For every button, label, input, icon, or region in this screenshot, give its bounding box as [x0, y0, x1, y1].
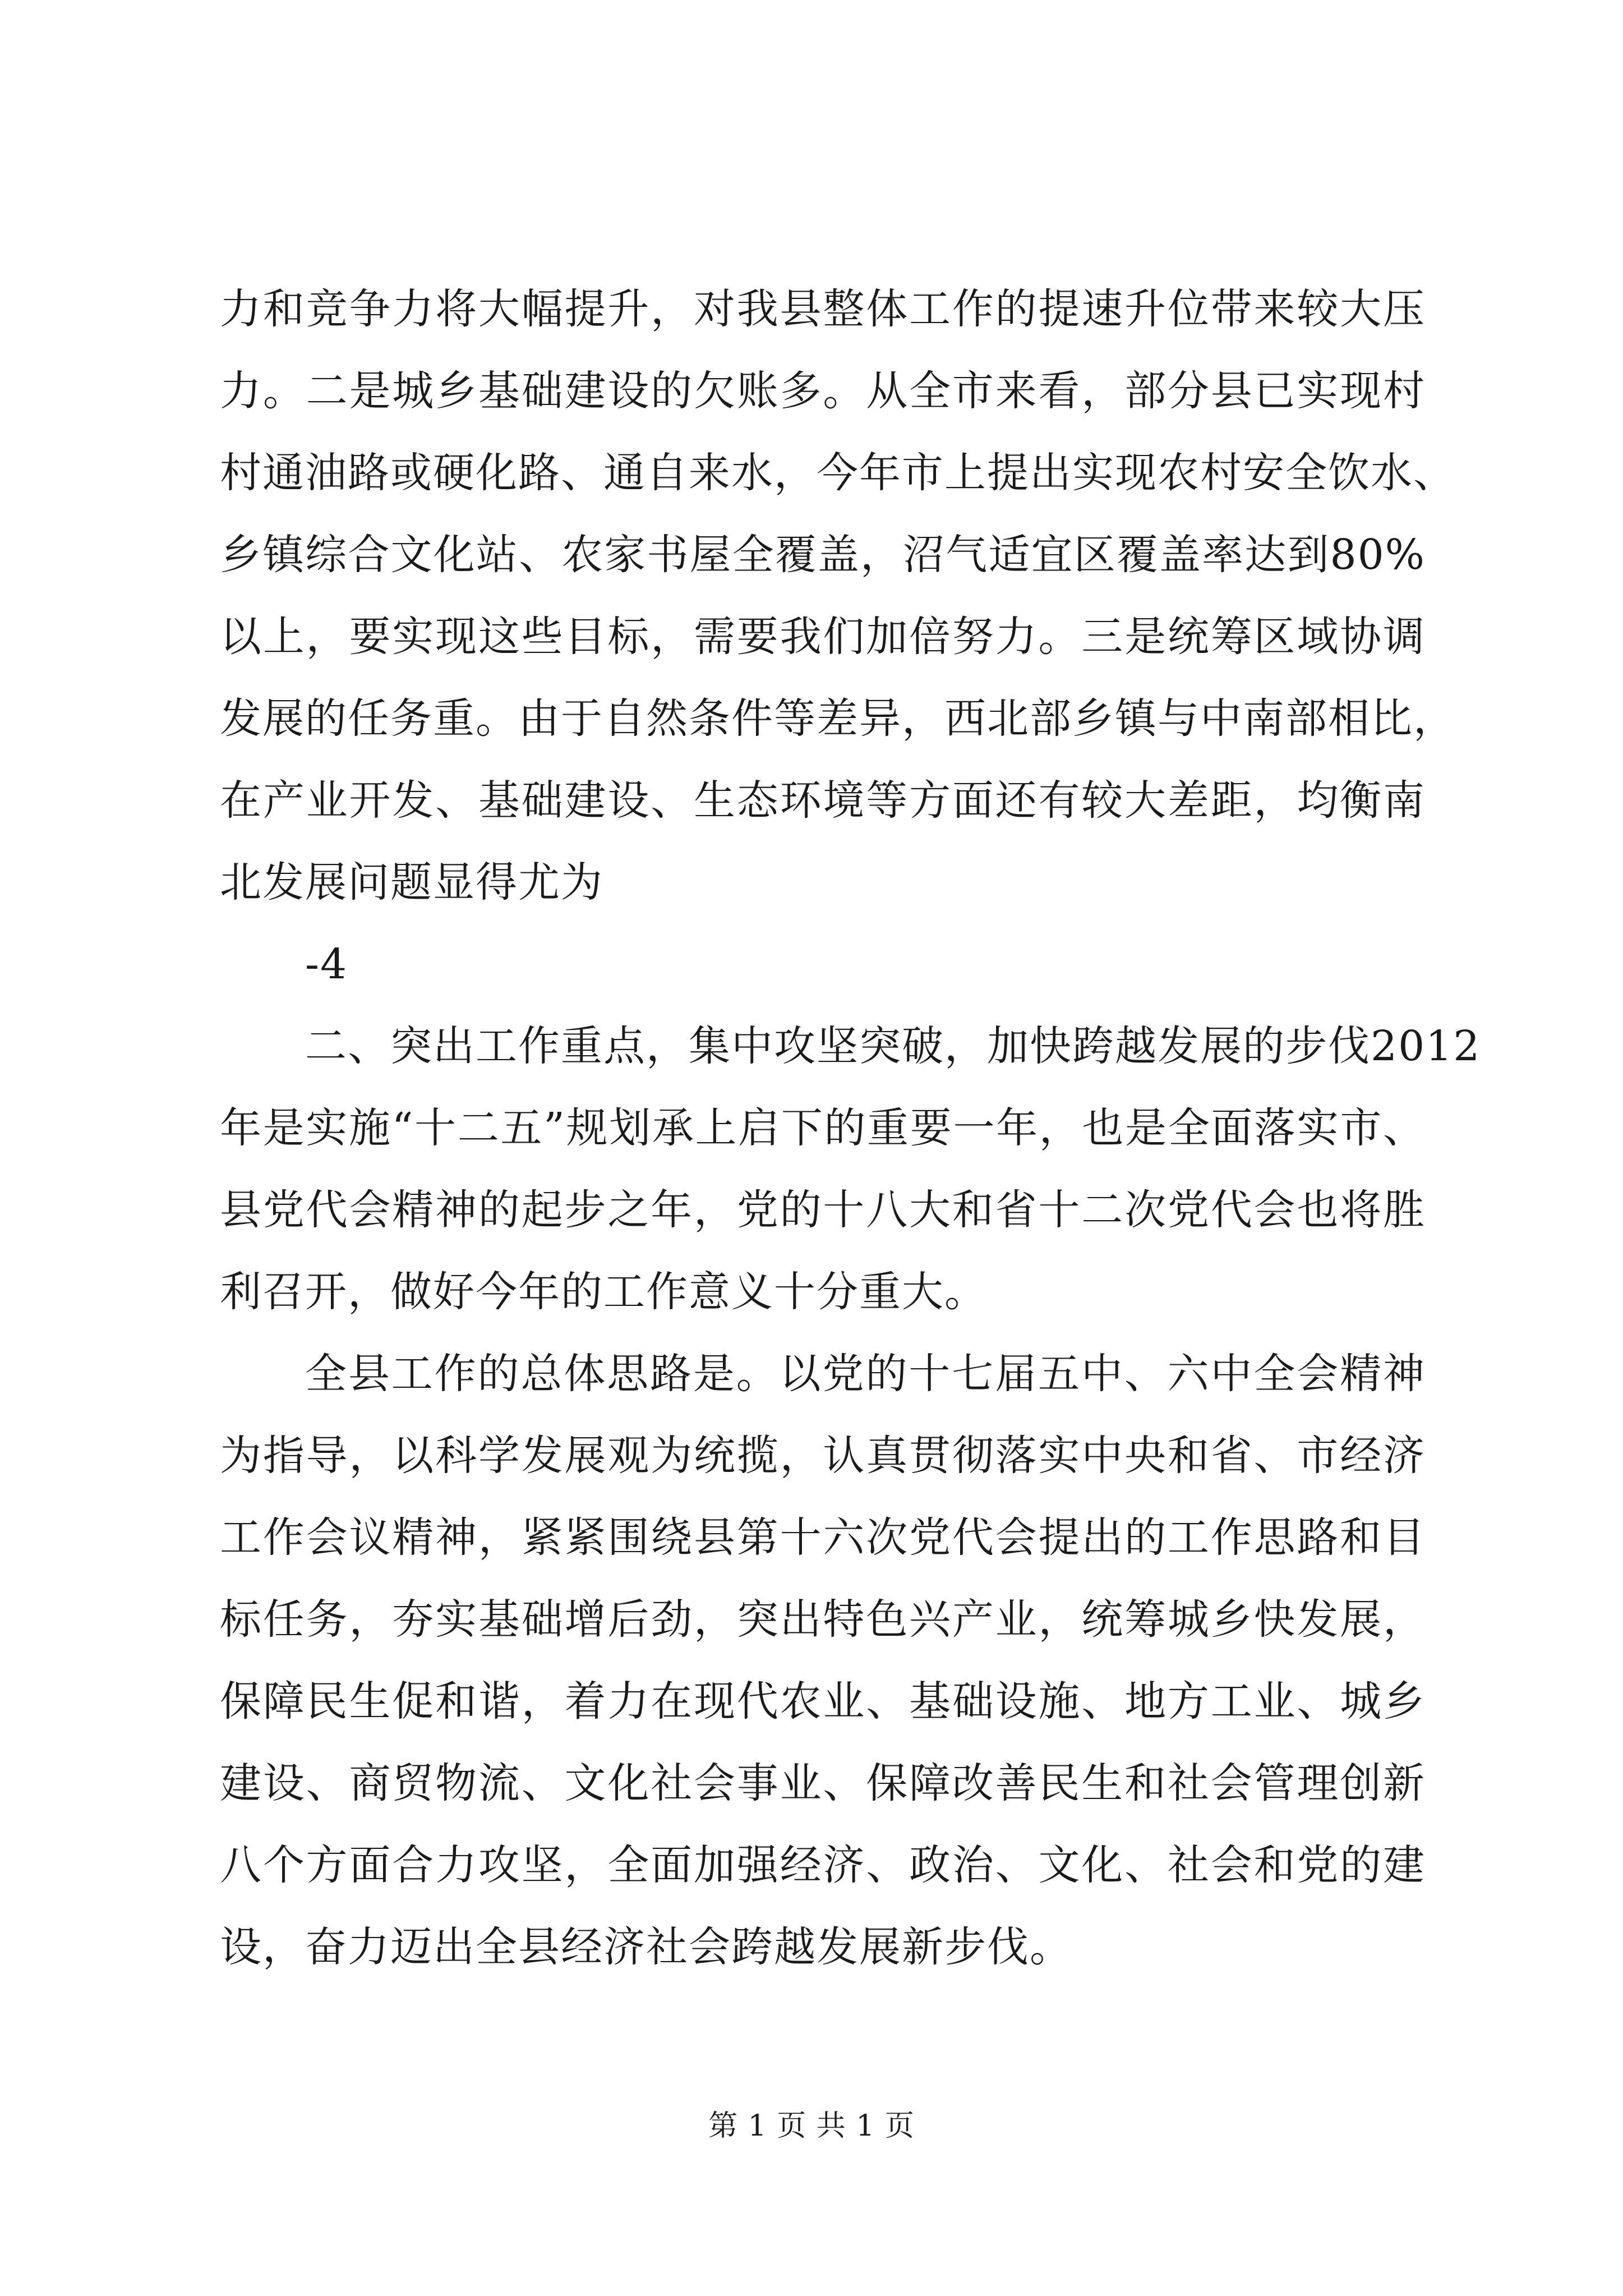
paragraph-first-line: 全县工作的总体思路是。以党的十七届五中、六中全会精神	[305, 1350, 1426, 1398]
text-line: 力和竞争力将大幅提升，对我县整体工作的提速升位带来较大压	[220, 285, 1426, 333]
text-line: 建设、商贸物流、文化社会事业、保障改善民生和社会管理创新	[220, 1759, 1426, 1807]
text-line: 标任务，夯实基础增后劲，突出特色兴产业，统筹城乡快发展，	[220, 1595, 1426, 1644]
page-footer: 第 1 页 共 1 页	[708, 2109, 915, 2143]
text-line: 力。二是城乡基础建设的欠账多。从全市来看，部分县已实现村	[220, 367, 1426, 415]
document-body	[220, 268, 1481, 1988]
text-line: 为指导，以科学发展观为统揽，认真贯彻落实中央和省、市经济	[220, 1432, 1426, 1480]
text-line: 以上，要实现这些目标，需要我们加倍努力。三是统筹区域协调	[220, 613, 1426, 661]
text-line: 县党代会精神的起步之年，党的十八大和省十二次党代会也将胜	[220, 1186, 1426, 1234]
text-line: 年是实施“十二五”规划承上启下的重要一年，也是全面落实市、	[220, 1104, 1426, 1152]
text-line: 工作会议精神，紧紧围绕县第十六次党代会提出的工作思路和目	[220, 1513, 1426, 1562]
page-fragment-number: -4	[305, 940, 348, 988]
text-line: 乡镇综合文化站、农家书屋全覆盖，沼气适宜区覆盖率达到80%	[220, 531, 1426, 579]
text-line: 在产业开发、基础建设、生态环境等方面还有较大差距，均衡南	[220, 776, 1426, 825]
text-line: 发展的任务重。由于自然条件等差异，西北部乡镇与中南部相比，	[220, 694, 1456, 743]
text-line: 八个方面合力攻坚，全面加强经济、政治、文化、社会和党的建	[220, 1841, 1426, 1889]
text-line: 利召开，做好今年的工作意义十分重大。	[220, 1268, 987, 1316]
section-heading-line: 二、突出工作重点，集中攻坚突破，加快跨越发展的步伐2012	[305, 1022, 1481, 1070]
text-line: 北发展问题显得尤为	[220, 858, 603, 907]
text-line: 村通油路或硬化路、通自来水，今年市上提出实现农村安全饮水、	[220, 449, 1456, 497]
text-line: 保障民生促和谐，着力在现代农业、基础设施、地方工业、城乡	[220, 1677, 1426, 1726]
text-line: 设，奋力迈出全县经济社会跨越发展新步伐。	[220, 1923, 1072, 1971]
